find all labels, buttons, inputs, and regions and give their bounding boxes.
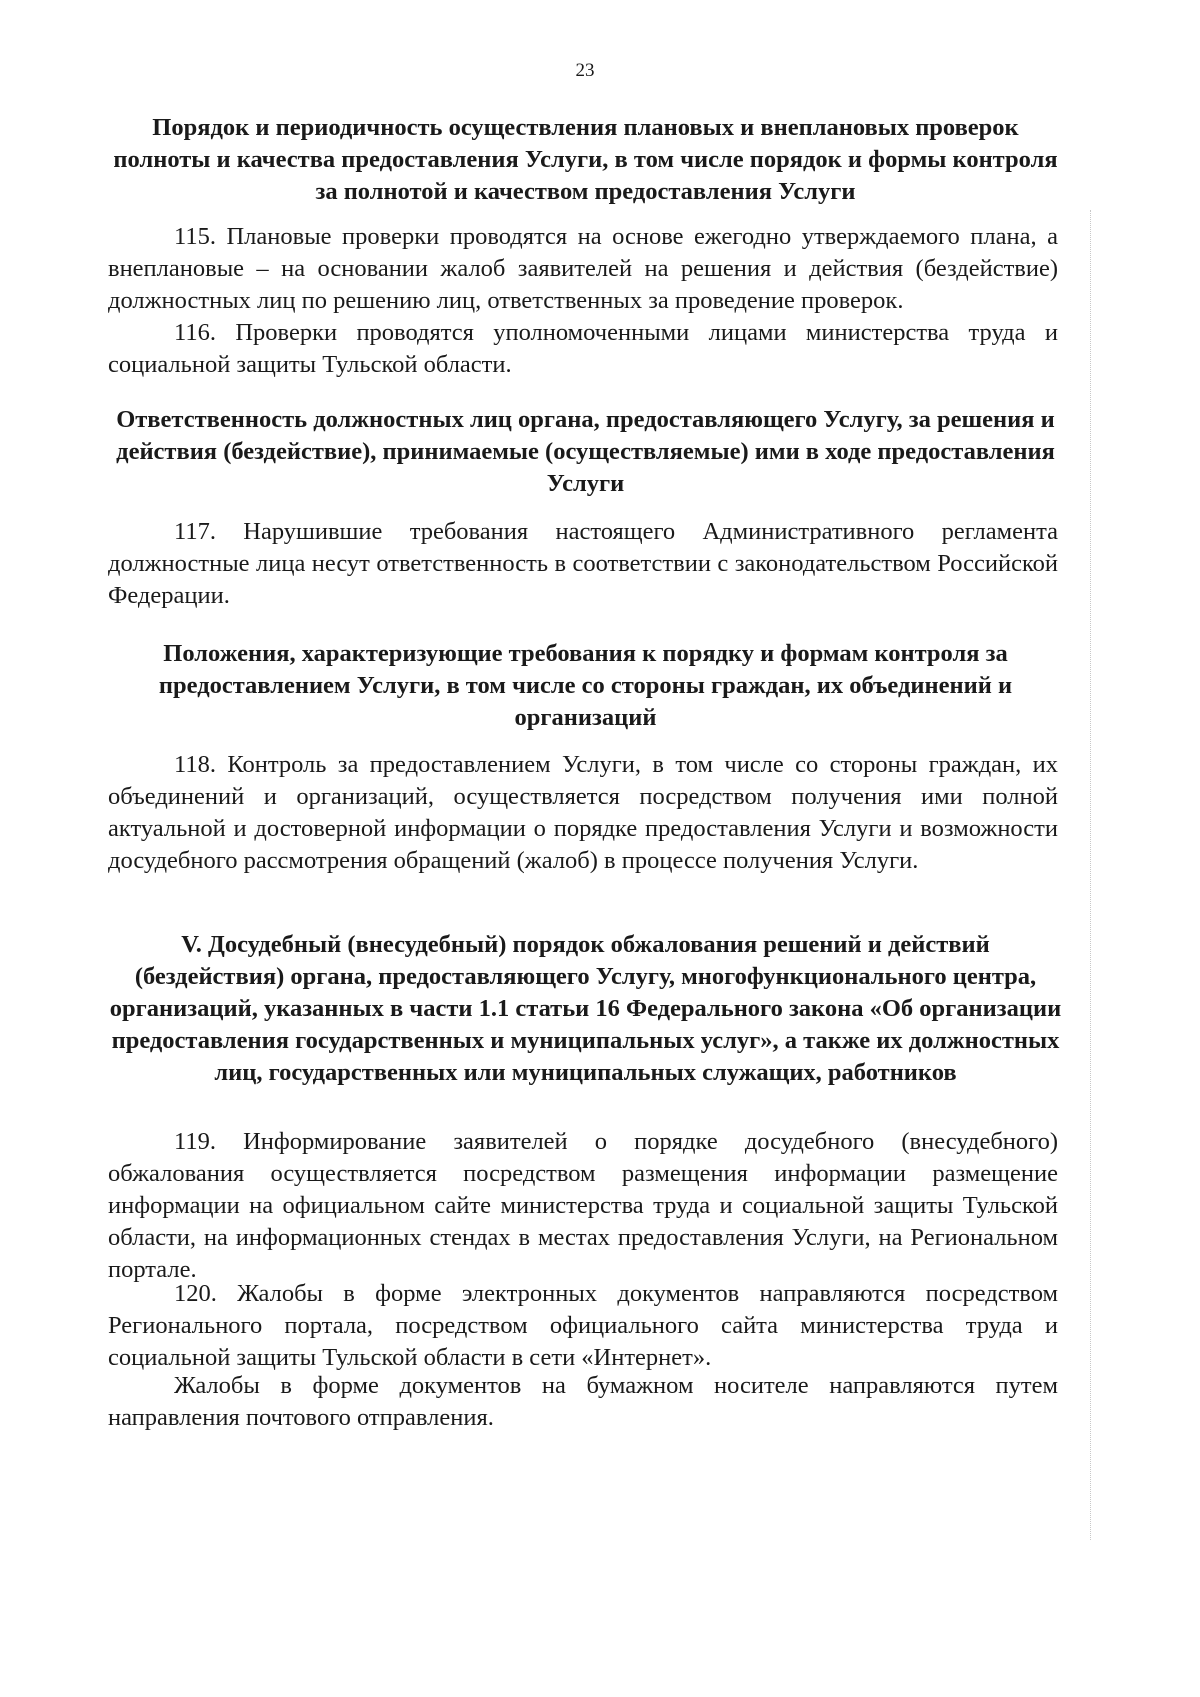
section-heading-responsibility: Ответственность должностных лиц органа, предоставляющего Услугу, за решения и действия (бездействие), принимаемые (осуществляемые) ими в ходе предоставления Услуги (116, 406, 1055, 497)
paragraph-117: 117. Нарушившие требования настоящего Административного регламента должностные лица несут ответственность в соответствии с законодательством Российской Федерации. (108, 518, 1058, 609)
page-number: 23 (575, 60, 595, 81)
paragraph-119: 119. Информирование заявителей о порядке досудебного (внесудебного) обжалования осуществляется посредством размещения информации размещение информации на официальном сайте министерства труда и социальной защиты Тульской области, на информационных стендах в местах предоставления Услуги, на Региональном портале. (108, 1128, 1058, 1283)
paragraph-115: 115. Плановые проверки проводятся на основе ежегодно утверждаемого плана, а внеплановые – на основании жалоб заявителей на решения и действия (бездействие) должностных лиц по решению лиц, ответственных за проведение проверок. (108, 223, 1058, 314)
section-heading-inspections: Порядок и периодичность осуществления плановых и внеплановых проверок полноты и качества предоставления Услуги, в том числе порядок и формы контроля за полнотой и качеством предоставления Услуги (113, 114, 1058, 205)
section-heading-control-provisions: Положения, характеризующие требования к порядку и формам контроля за предоставлением Услуги, в том числе со стороны граждан, их объединений и организаций (158, 640, 1013, 731)
scan-edge-line (1090, 210, 1091, 1540)
paragraph-paper-complaints: Жалобы в форме документов на бумажном носителе направляются путем направления почтового отправления. (108, 1372, 1058, 1431)
paragraph-116: 116. Проверки проводятся уполномоченными лицами министерства труда и социальной защиты Тульской области. (108, 319, 1058, 378)
paragraph-120: 120. Жалобы в форме электронных документов направляются посредством Регионального портала, посредством официального сайта министерства труда и социальной защиты Тульской области в сети «Интернет». (108, 1280, 1058, 1371)
paragraph-118: 118. Контроль за предоставлением Услуги, в том числе со стороны граждан, их объединений и организаций, осуществляется посредством получения ими полной актуальной и достоверной информации о порядке предоставления Услуги и возможности досудебного рассмотрения обращений (жалоб) в процессе получения Услуги. (108, 751, 1058, 874)
section-heading-pretrial-appeal: V. Досудебный (внесудебный) порядок обжалования решений и действий (бездействия) органа, предоставляющего Услугу, многофункционального центра, организаций, указанных в части 1.1 статьи 16 Федерального закона «Об организации предоставления государственных и муниципальных услуг», а также их должностных лиц, государственных или муниципальных служащих, работников (109, 931, 1062, 1086)
